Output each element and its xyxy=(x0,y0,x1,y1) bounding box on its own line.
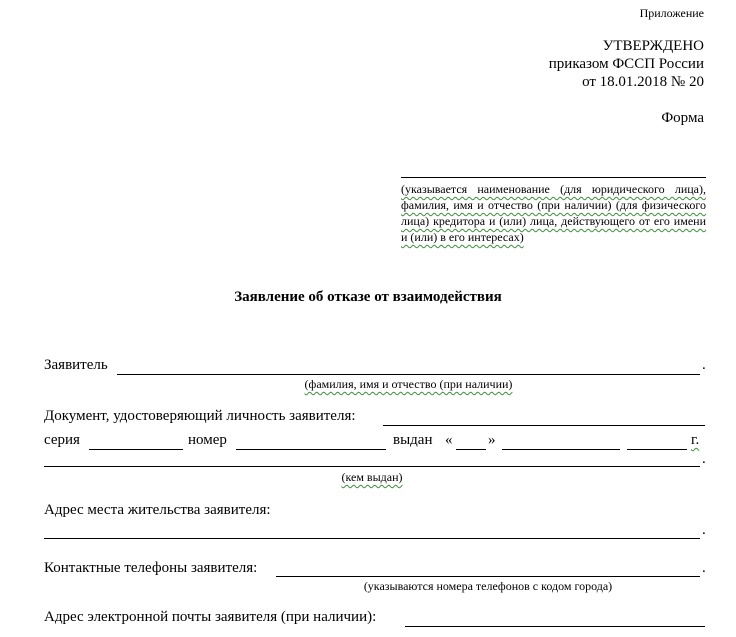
issue-year-field[interactable] xyxy=(627,449,687,450)
series-label: серия xyxy=(44,432,80,448)
document-label: Документ, удостоверяющий личность заявителя: xyxy=(44,408,356,424)
year-suffix: г. xyxy=(691,432,700,448)
series-field[interactable] xyxy=(89,449,183,450)
applicant-end-dot: . xyxy=(702,357,706,373)
issue-month-field[interactable] xyxy=(502,449,620,450)
phones-label: Контактные телефоны заявителя: xyxy=(44,560,258,576)
addressee-hint: (указывается наименование (для юридического лица), фамилия, имя и отчество (при наличии) (для физического лица) кредитора и (или) лица, действующего от его имени и (или) в его интересах) xyxy=(401,182,706,244)
number-label: номер xyxy=(188,432,227,448)
document-type-field[interactable] xyxy=(383,425,705,426)
applicant-hint: (фамилия, имя и отчество (при наличии) xyxy=(304,377,513,391)
address-end-dot: . xyxy=(702,522,706,538)
email-field[interactable] xyxy=(405,626,705,627)
quote-close: » xyxy=(488,432,496,448)
form-label: Форма xyxy=(661,110,704,126)
address-field[interactable] xyxy=(44,538,700,539)
issued-by-end-dot: . xyxy=(702,451,706,467)
issue-day-field[interactable] xyxy=(456,449,486,450)
issued-by-field[interactable] xyxy=(44,466,700,467)
page-title: Заявление об отказе от взаимодействия xyxy=(234,289,502,305)
applicant-label: Заявитель xyxy=(44,357,108,373)
applicant-name-field[interactable] xyxy=(117,374,700,375)
phones-hint: (указываются номера телефонов с кодом города) xyxy=(363,579,613,593)
order-date: от 18.01.2018 № 20 xyxy=(582,74,704,90)
phones-field[interactable] xyxy=(276,576,700,577)
appendix-label: Приложение xyxy=(639,6,704,20)
quote-open: « xyxy=(445,432,453,448)
addressee-line[interactable] xyxy=(401,177,706,178)
email-label: Адрес электронной почты заявителя (при наличии): xyxy=(44,609,377,625)
order-label: приказом ФССП России xyxy=(548,56,704,72)
address-label: Адрес места жительства заявителя: xyxy=(44,502,271,518)
issued-label: выдан xyxy=(393,432,433,448)
approved-label: УТВЕРЖДЕНО xyxy=(602,38,704,54)
number-field[interactable] xyxy=(236,449,386,450)
phones-end-dot: . xyxy=(702,560,706,576)
issued-by-hint: (кем выдан) xyxy=(341,470,403,484)
